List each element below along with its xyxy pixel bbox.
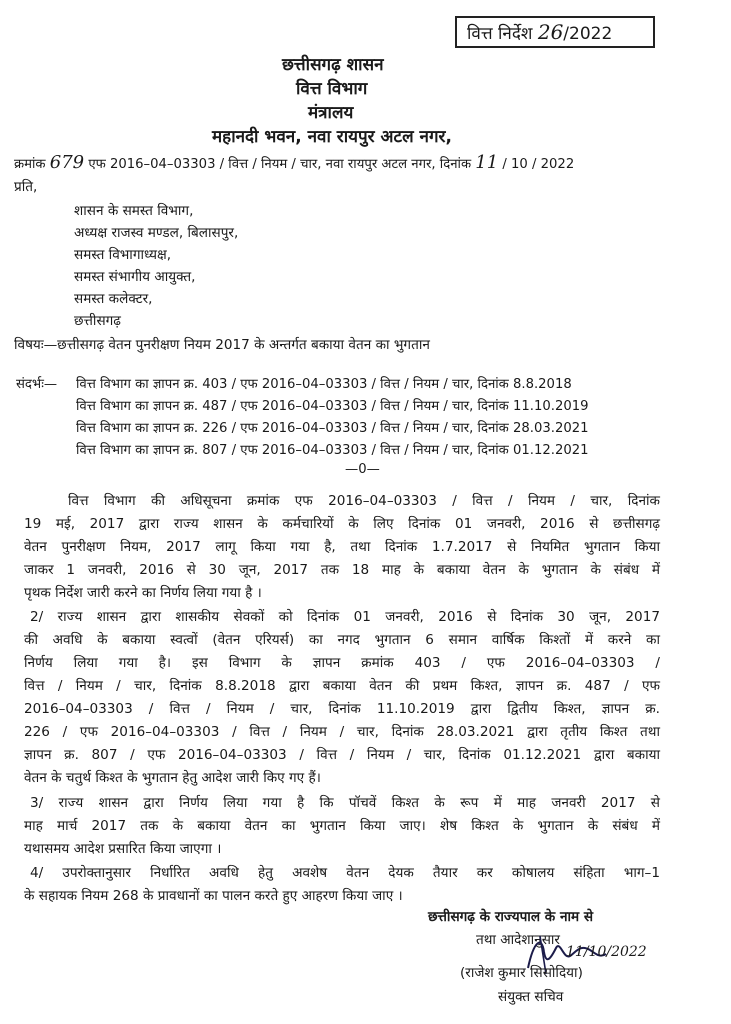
recipient-item: शासन के समस्त विभाग, <box>74 203 194 219</box>
reference-item: वित्त विभाग का ज्ञापन क्र. 403 / एफ 2016–04–03303 / वित्त / नियम / चार, दिनांक 8.8.2018 <box>76 377 572 392</box>
governor-line: छत्तीसगढ़ के राज्यपाल के नाम से <box>428 909 594 925</box>
para2-line: वेतन के चतुर्थ किश्त के भुगतान हेतु आदेश जारी किए गए हैं। <box>24 770 321 786</box>
para1-line: 19 मई, 2017 द्वारा राज्य शासन के कर्मचारियों के लिए दिनांक 01 जनवरी, 2016 से छत्तीसगढ़ <box>24 516 660 532</box>
separator: —0— <box>345 462 380 477</box>
para4-line: 4/ उपरोक्तानुसार निर्धारित अवधि हेतु अवशेष वेतन देयक तैयार कर कोषालय संहिता भाग–1 <box>30 865 660 881</box>
header-department: वित्त विभाग <box>296 79 368 99</box>
para3-line: यथासमय आदेश प्रसारित किया जाएगा । <box>24 841 222 857</box>
signatory-designation: संयुक्त सचिव <box>498 989 564 1005</box>
header-ministry: मंत्रालय <box>308 103 354 123</box>
para2-line: ज्ञापन क्र. 807 / एफ 2016–04–03303 / वित्त / नियम / चार, दिनांक 01.12.2021 द्वारा बकाया <box>24 747 660 763</box>
signatory-name: (राजेश कुमार सिसोदिया) <box>460 965 583 981</box>
reference-line <box>14 152 574 173</box>
para1-line: वित्त विभाग की अधिसूचना क्रमांक एफ 2016–04–03303 / वित्त / नियम / चार, दिनांक <box>68 493 660 509</box>
ref-day-handwritten: 11 <box>475 152 499 173</box>
order-number-handwritten: 26 <box>537 20 564 44</box>
para2-line: 226 / एफ 2016–04–03303 / वित्त / नियम / चार, दिनांक 28.03.2021 द्वारा तृतीय किश्त तथा <box>24 724 660 740</box>
recipient-item: समस्त कलेक्टर, <box>74 291 153 307</box>
recipient-item: अध्यक्ष राजस्व मण्डल, बिलासपुर, <box>74 225 239 241</box>
para4-line: के सहायक नियम 268 के प्रावधानों का पालन करते हुए आहरण किया जाए । <box>24 888 403 904</box>
para3-line: 3/ राज्य शासन द्वारा निर्णय लिया गया है कि पॉचवें किश्त के रूप में माह जनवरी 2017 से <box>30 795 660 811</box>
ref-file: एफ 2016–04–03303 / वित्त / नियम / चार, नवा रायपुर अटल नगर, दिनांक <box>88 157 472 172</box>
para2-line: 2/ राज्य शासन द्वारा शासकीय सेवकों को दिनांक 01 जनवरी, 2016 से दिनांक 30 जून, 2017 <box>30 609 660 625</box>
ref-prefix: क्रमांक <box>14 157 46 172</box>
header-address: महानदी भवन, नवा रायपुर अटल नगर, <box>212 127 452 147</box>
subject-line: विषयः—छत्तीसगढ़ वेतन पुनरीक्षण नियम 2017 के अन्तर्गत बकाया वेतन का भुगतान <box>14 337 430 353</box>
recipient-item: छत्तीसगढ़ <box>74 313 121 329</box>
prati-label: प्रति, <box>14 179 38 195</box>
ref-date-rest: / 10 / 2022 <box>502 157 575 172</box>
para1-line: वेतन पुनरीक्षण नियम, 2017 लागू किया गया है, तथा दिनांक 1.7.2017 से नियमित भुगतान किया <box>24 539 660 555</box>
references-label: संदर्भः— <box>16 377 58 392</box>
recipient-item: समस्त विभागाध्यक्ष, <box>74 247 172 263</box>
reference-item: वित्त विभाग का ज्ञापन क्र. 807 / एफ 2016–04–03303 / वित्त / नियम / चार, दिनांक 01.12.2021 <box>76 443 589 458</box>
para2-line: की अवधि के बकाया स्वत्वों (वेतन एरियर्स) का नगद भुगतान 6 समान वार्षिक किश्तों में करने का <box>24 632 660 648</box>
ref-number-handwritten: 679 <box>49 152 85 173</box>
reference-item: वित्त विभाग का ज्ञापन क्र. 487 / एफ 2016–04–03303 / वित्त / नियम / चार, दिनांक 11.10.2019 <box>76 399 589 414</box>
order-label: वित्त निर्देश <box>467 24 533 44</box>
order-number-box <box>455 16 655 48</box>
signature-date-handwritten: 11/10/2022 <box>566 944 647 960</box>
para2-line: निर्णय लिया गया है। इस विभाग के ज्ञापन क्रमांक 403 / एफ 2016–04–03303 / <box>24 655 660 671</box>
para1-line: पृथक निर्देश जारी करने का निर्णय लिया गया है । <box>24 585 262 601</box>
header-govt: छत्तीसगढ़ शासन <box>282 55 384 75</box>
order-line: तथा आदेशानुसार <box>476 932 560 948</box>
recipient-item: समस्त संभागीय आयुक्त, <box>74 269 196 285</box>
para1-line: जाकर 1 जनवरी, 2016 से 30 जून, 2017 तक 18 माह के बकाया वेतन के भुगतान के संबंध में <box>24 562 660 578</box>
para3-line: माह मार्च 2017 तक के बकाया वेतन का भुगतान किया जाए। शेष किश्त के भुगतान के संबंध में <box>24 818 660 834</box>
reference-item: वित्त विभाग का ज्ञापन क्र. 226 / एफ 2016–04–03303 / वित्त / नियम / चार, दिनांक 28.03.2021 <box>76 421 589 436</box>
para2-line: 2016–04–03303 / वित्त / नियम / चार, दिनांक 11.10.2019 द्वारा द्वितीय किश्त, ज्ञापन क्र. <box>24 701 660 717</box>
order-year: /2022 <box>563 24 613 44</box>
para2-line: वित्त / नियम / चार, दिनांक 8.8.2018 द्वारा बकाया वेतन की प्रथम किश्त, ज्ञापन क्र. 487 / एफ <box>24 678 660 694</box>
